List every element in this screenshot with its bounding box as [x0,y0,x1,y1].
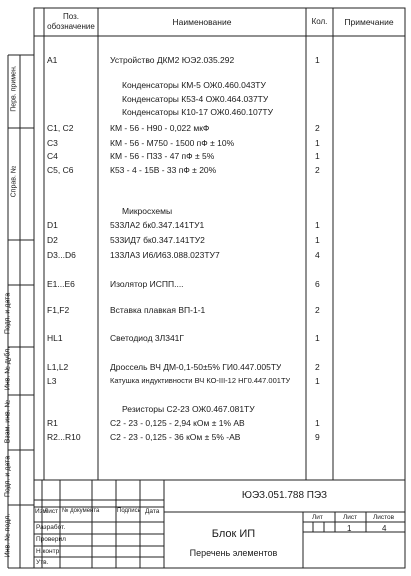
header-note: Примечание [344,17,394,27]
header-name: Наименование [172,17,232,27]
tb-proveril: Проверил [36,536,66,543]
row-qty: 1 [315,55,320,65]
row-name: КМ - 56 - П33 - 47 пФ ± 5% [110,151,215,161]
side-inv-podl: Инв. № подл. [4,513,12,558]
row-name: Микросхемы [122,206,173,216]
row-qty: 2 [315,123,320,133]
tb-utv: Утв. [36,559,49,566]
row-qty: 1 [315,376,320,386]
header-qty: Кол. [311,17,328,26]
row-qty: 1 [315,220,320,230]
tb-doc-no: № документа [62,508,100,514]
tb-title2: Перечень элементов [189,548,278,558]
row-qty: 2 [315,165,320,175]
row-qty: 1 [315,151,320,161]
row-pos: D3...D6 [47,250,76,260]
tb-title1: Блок ИП [211,528,256,540]
tb-podpis: Подпись [117,508,141,514]
tb-listov-value: 4 [382,524,387,533]
row-name: Резисторы С2-23 ОЖ0.467.081ТУ [122,404,255,414]
row-pos: R2...R10 [47,432,81,442]
row-name: 133ЛА3 И6/И63.088.023ТУ7 [110,250,220,260]
row-qty: 2 [315,362,320,372]
side-inv-dubl: Инв. № дубл. [4,346,12,391]
row-qty: 9 [315,432,320,442]
row-name: С2 - 23 - 0,125 - 2,94 кОм ± 1% АВ [110,418,245,428]
row-name: К53 - 4 - 15В - 33 пФ ± 20% [110,165,217,175]
row-name: Изолятор ИСПП.... [110,279,184,289]
row-name: Устройство ДКМ2 ЮЭ2.035.292 [110,55,235,65]
tb-izm: Изм [35,508,48,515]
row-pos: F1,F2 [47,305,70,315]
side-sprav-no: Справ. № [10,165,18,198]
row-pos: C1, C2 [47,123,74,133]
header-pos-line2: обозначение [47,22,95,31]
row-name: Катушка индуктивности ВЧ КО-III-12 НГ0.447.001ТУ [110,376,291,385]
row-name: Конденсаторы КМ-5 ОЖ0.460.043ТУ [122,80,266,90]
row-pos: A1 [47,55,58,65]
row-qty: 6 [315,279,320,289]
tb-listov-label: Листов [373,514,395,521]
row-pos: HL1 [47,333,63,343]
row-name: Вставка плавкая ВП-1-1 [110,305,206,315]
row-name: Светодиод 3Л341Г [110,333,185,343]
row-pos: L3 [47,376,57,386]
row-qty: 1 [315,418,320,428]
row-qty: 1 [315,235,320,245]
row-qty: 1 [315,138,320,148]
tb-lit: Лит [312,514,323,521]
row-pos: E1...E6 [47,279,75,289]
row-qty: 4 [315,250,320,260]
tb-designation: ЮЭЗ.051.788 ПЭЗ [241,490,328,501]
row-pos: L1,L2 [47,362,69,372]
row-name: Конденсаторы К10-17 ОЖ0.460.107ТУ [122,107,273,117]
side-perv-primen: Перв. примен. [10,65,18,112]
tb-list-value: 1 [347,524,352,533]
tb-list-label: Лист [343,514,358,521]
tb-n-kontr: Н.контр [36,548,60,555]
row-name: С2 - 23 - 0,125 - 36 кОм ± 5% -АВ [110,432,241,442]
tb-razrab: Разработ. [36,524,66,531]
row-qty: 1 [315,333,320,343]
row-pos: C3 [47,138,58,148]
header-pos [46,12,96,32]
tb-data: Дата [145,508,160,515]
row-name: КМ - 56 - Н90 - 0,022 мкФ [110,123,210,133]
row-name: Конденсаторы К53-4 ОЖ0.464.037ТУ [122,94,269,104]
row-pos: R1 [47,418,58,428]
header-pos-line1: Поз. [63,12,79,21]
side-vzam-inv: Взам. инв. № [4,399,12,444]
row-name: Дроссель ВЧ ДМ-0,1-50±5% ГИ0.447.005ТУ [110,362,282,372]
side-podp-data-2: Подп. и дата [4,455,12,498]
row-name: КМ - 56 - М750 - 1500 пФ ± 10% [110,138,235,148]
row-name: 533ИД7 бк0.347.141ТУ2 [110,235,205,245]
row-pos: C5, C6 [47,165,74,175]
row-pos: D1 [47,220,58,230]
row-pos: D2 [47,235,58,245]
row-name: 533ЛА2 бк0.347.141ТУ1 [110,220,205,230]
row-qty: 2 [315,305,320,315]
row-pos: C4 [47,151,58,161]
tb-list: Лист [44,508,59,515]
side-podp-data-1: Подп. и дата [4,292,12,335]
